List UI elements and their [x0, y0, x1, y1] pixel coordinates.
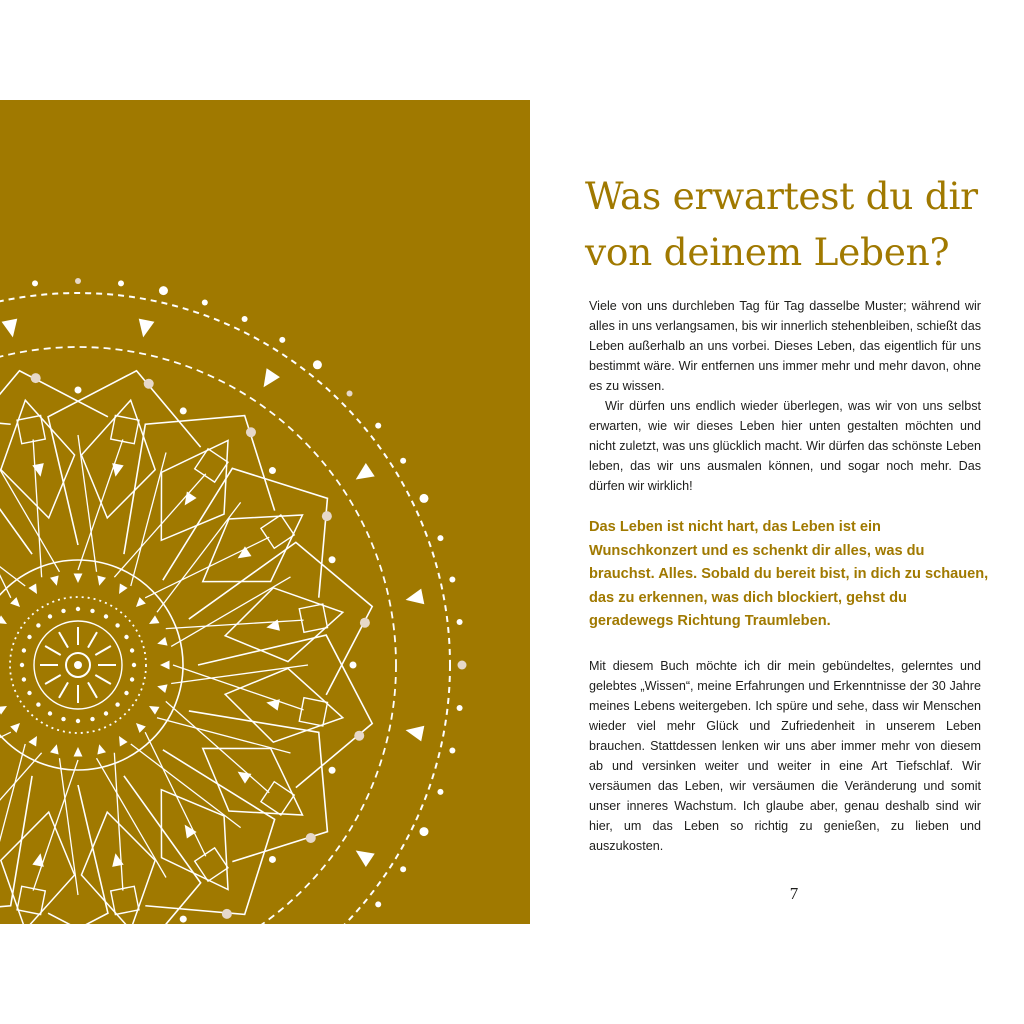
mandala-inner-dot — [22, 648, 26, 652]
mandala-outer-dot — [457, 619, 463, 625]
body-paragraph-2: Wir dürfen uns endlich wieder überlegen, was wir von uns selbst erwarten, wie wir dieses Leben hier unten gestalten möchten und nicht zuletzt, was uns glücklich macht. Wir dürfen das schönste Leben leben, das wir uns ausmalen können, und sogar noch mehr. Das dürfen wir wirklich! — [589, 399, 981, 493]
mandala-inner-triangle — [149, 615, 159, 624]
mandala-inner-dot — [48, 614, 52, 618]
mandala-square — [17, 416, 45, 444]
mandala-inner-dot — [104, 711, 108, 715]
mandala-outer-dot — [375, 901, 381, 907]
mandala-inner-triangle — [0, 615, 7, 624]
mandala-mid-dot — [180, 407, 187, 414]
mandala-outer-dot — [437, 535, 443, 541]
mandala-inner-triangle — [74, 747, 83, 756]
mandala-mid-triangle — [266, 619, 280, 630]
mandala-outer-dot — [400, 458, 406, 464]
mandala-inner-dot — [130, 648, 134, 652]
mandala-cross-line — [173, 665, 304, 710]
mandala-icon — [0, 100, 530, 924]
mandala-outer-dot — [75, 278, 81, 284]
mandala-outer-triangle — [264, 368, 280, 387]
mandala-inner-dot — [90, 717, 94, 721]
mandala-inner-dot — [61, 717, 65, 721]
mandala-outer-dot — [457, 705, 463, 711]
mandala-core-ray — [45, 675, 61, 684]
mandala-mid-triangle — [238, 772, 252, 784]
mandala-core-ray — [45, 646, 61, 655]
mandala-inner-dot — [104, 614, 108, 618]
mandala-inner-triangle — [50, 575, 59, 585]
mandala-petal-diamond — [1, 400, 75, 518]
mandala-inner-triangle — [157, 684, 167, 693]
mandala-outer-dot — [449, 747, 455, 753]
mandala-outer-triangle — [2, 319, 18, 338]
mandala-cross-line — [78, 439, 123, 570]
mandala-outer-dot — [118, 280, 124, 286]
mandala-core-ray — [59, 632, 68, 648]
mandala-inner-triangle — [10, 597, 20, 607]
mandala-outer-dot — [313, 360, 322, 369]
mandala-inner-triangle — [157, 637, 167, 646]
mandala-inner-triangle — [119, 736, 128, 746]
mandala-mid-dot — [350, 662, 357, 669]
mandala-square — [299, 698, 327, 726]
mandala-mid-triangle — [112, 463, 123, 477]
mandala-center-dot — [74, 661, 82, 669]
mandala-outer-dot — [159, 286, 168, 295]
mandala-outer-triangle — [139, 319, 155, 338]
mandala-core-ray — [88, 632, 97, 648]
mandala-outer-dot — [279, 337, 285, 343]
mandala-accent-dot — [144, 379, 154, 389]
mandala-inner-dot — [61, 609, 65, 613]
mandala-core-ray — [88, 682, 97, 698]
mandala-outer-dot — [437, 789, 443, 795]
mandala-petal-diamond — [225, 668, 343, 742]
mandala-inner-dot — [76, 607, 80, 611]
mandala-outer-dot — [458, 661, 467, 670]
mandala-petal-diamond — [225, 588, 343, 662]
mandala-mid-triangle — [32, 463, 43, 477]
mandala-inner-triangle — [97, 744, 106, 754]
mandala-inner-triangle — [50, 744, 59, 754]
mandala-mid-dot — [75, 387, 82, 394]
mandala-outer-dot — [32, 280, 38, 286]
mandala-inner-dot — [76, 719, 80, 723]
mandala-cross-line — [171, 577, 290, 646]
mandala-inner-dot — [27, 635, 31, 639]
mandala-accent-dot — [246, 427, 256, 437]
mandala-outer-triangle — [356, 851, 375, 867]
mandala-inner-dot — [115, 702, 119, 706]
mandala-cross-line — [97, 758, 166, 877]
mandala-inner-dot — [115, 623, 119, 627]
mandala-petal-diamond — [1, 812, 75, 924]
page-number: 7 — [789, 884, 799, 903]
mandala-inner-triangle — [97, 575, 106, 585]
chapter-title: Was erwartest du dir von deinem Leben? — [585, 174, 978, 274]
mandala-outer-triangle — [356, 463, 375, 479]
mandala-accent-dot — [306, 833, 316, 843]
mandala-accent-dot — [222, 909, 232, 919]
mandala-inner-triangle — [160, 661, 169, 670]
mandala-cross-line — [166, 620, 304, 629]
mandala-outer-triangle — [406, 589, 425, 605]
mandala-outer-dot — [375, 423, 381, 429]
mandala-inner-triangle — [136, 597, 146, 607]
mandala-accent-dot — [360, 618, 370, 628]
mandala-core-ray — [95, 675, 111, 684]
mandala-inner-dot — [36, 702, 40, 706]
mandala-inner-triangle — [136, 723, 146, 733]
mandala-inner-triangle — [28, 736, 37, 746]
mandala-petal-line — [0, 416, 11, 581]
mandala-cross-line — [0, 474, 11, 598]
mandala-cross-line — [33, 760, 78, 891]
mandala-mid-triangle — [266, 699, 280, 710]
mandala-inner-dot — [124, 691, 128, 695]
mandala-outer-dot — [449, 577, 455, 583]
mandala-accent-dot — [354, 731, 364, 741]
mandala-inner-dot — [130, 677, 134, 681]
highlight-quote: Das Leben ist nicht hart, das Leben ist ein Wunschkonzert und es schenkt dir alles, was du brauchst. Alles. Sobald du bereit bist, in dich zu schauen, das zu erkennen, was dich blockiert, gehst du geradewegs Richtung Traumleben. — [589, 519, 989, 629]
mandala-accent-dot — [31, 373, 41, 383]
mandala-inner-triangle — [0, 706, 7, 715]
mandala-outer-dot — [419, 827, 428, 836]
mandala-outer-dot — [419, 494, 428, 503]
mandala-square — [111, 416, 139, 444]
mandala-petal-diamond — [81, 400, 155, 518]
mandala-mid-triangle — [185, 825, 197, 839]
mandala-outer-dot — [202, 300, 208, 306]
mandala-inner-triangle — [149, 706, 159, 715]
mandala-mid-triangle — [32, 853, 43, 867]
mandala-inner-dot — [132, 663, 136, 667]
mandala-mid-dot — [180, 916, 187, 923]
mandala-inner-dot — [90, 609, 94, 613]
mandala-cross-line — [59, 758, 78, 895]
mandala-inner-dot — [22, 677, 26, 681]
mandala-illustration-panel — [0, 100, 530, 924]
mandala-mid-dot — [269, 467, 276, 474]
mandala-outer-dot — [242, 316, 248, 322]
mandala-square — [299, 604, 327, 632]
mandala-petal-line — [0, 371, 108, 554]
mandala-core-ray — [95, 646, 111, 655]
mandala-outer-dot — [347, 390, 353, 396]
mandala-mid-triangle — [112, 853, 123, 867]
mandala-inner-ring — [0, 560, 183, 770]
mandala-mid-triangle — [185, 492, 197, 506]
mandala-core-ray — [59, 682, 68, 698]
mandala-cross-line — [171, 665, 308, 684]
body-paragraph-3: Mit diesem Buch möchte ich dir mein gebündeltes, gelerntes und gelebtes „Wissen“, meine Erfahrungen und Erkenntnisse der 30 Jahre meines Lebens weitergeben. Ich spüre und sehe, dass wir Menschen wieder viel mehr Glück und Zufriedenheit in unserem Leben brauchen. Stattdessen lenken wir uns aber immer mehr von diesem ab und versinken weiter und weiter in eine Art Tiefschlaf. Wir versäumen das Leben, wir versäumen die Veränderung und somit unser inneres Wachstum. Ich glaube aber, genau deshalb sind wir hier, um das Leben so richtig zu genießen, zu lieben und auszukosten. — [589, 659, 981, 853]
mandala-square — [111, 886, 139, 914]
mandala-inner-dot — [20, 663, 24, 667]
mandala-outer-dot — [400, 866, 406, 872]
mandala-accent-dot — [322, 511, 332, 521]
mandala-mid-dot — [329, 767, 336, 774]
mandala-inner-triangle — [74, 574, 83, 583]
mandala-inner-dot — [48, 711, 52, 715]
mandala-inner-dot — [124, 635, 128, 639]
mandala-outer-triangle — [406, 726, 425, 742]
mandala-inner-triangle — [119, 584, 128, 594]
mandala-square — [17, 886, 45, 914]
mandala-inner-triangle — [10, 723, 20, 733]
mandala-inner-dot — [27, 691, 31, 695]
mandala-inner-dot — [36, 623, 40, 627]
mandala-inner-triangle — [28, 584, 37, 594]
mandala-cross-line — [78, 435, 97, 572]
mandala-cross-line — [33, 439, 42, 577]
mandala-cross-line — [114, 753, 123, 891]
mandala-mid-dot — [269, 856, 276, 863]
body-paragraph-1: Viele von uns durchleben Tag für Tag dasselbe Muster; während wir alles in uns verlangsamen, bis wir innerlich stehenbleiben, schießt das Leben außerhalb an uns vorbei. Dieses Leben, das eigentlich für uns bestimmt wäre. Wir entfernen uns immer mehr und mehr davon, ohne es zu wissen. — [589, 299, 982, 393]
mandala-mid-triangle — [238, 546, 252, 558]
mandala-petal-diamond — [81, 812, 155, 924]
mandala-mid-dot — [329, 556, 336, 563]
